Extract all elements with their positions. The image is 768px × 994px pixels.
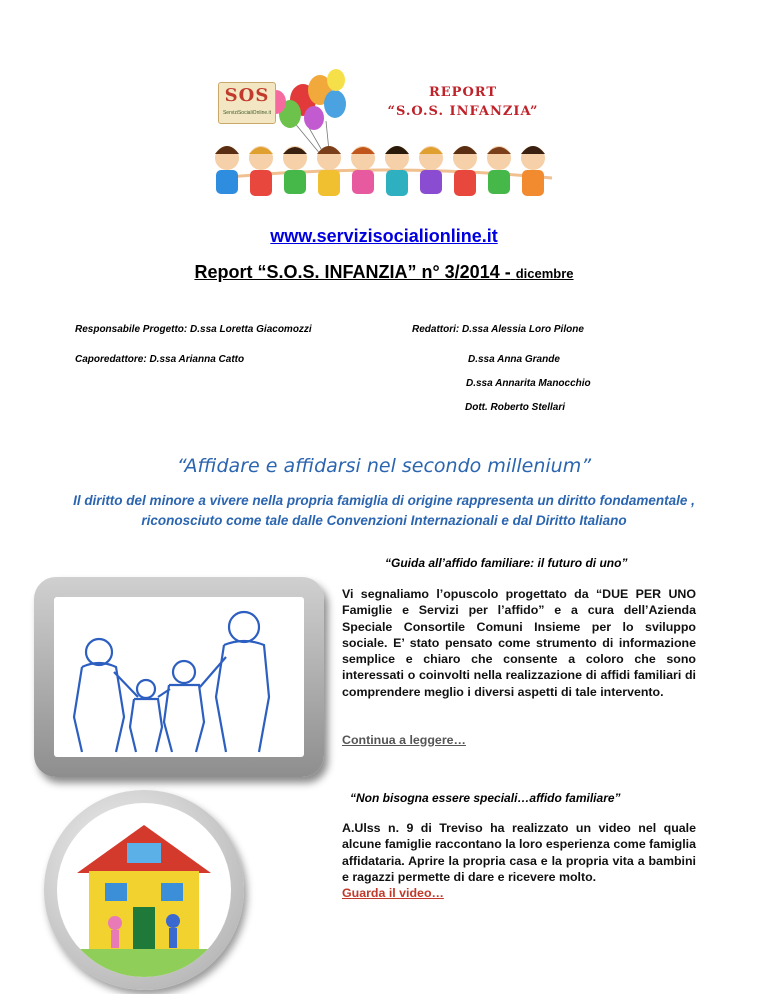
house-illustration [57,803,231,977]
section-2-body: A.Ulss n. 9 di Treviso ha realizzato un video nel quale alcune famiglie raccontano la loro esperienza come famiglia affidataria. Aprire la propria casa e la propria vita a bambini e ragazzi permette di dare e ricevere molto. [342,821,696,884]
logo-text: SOS [224,85,270,106]
editor-4: Dott. Roberto Stellari [465,402,566,413]
section-1-title: “Guida all’affido familiare: il futuro di uno” [385,556,628,570]
family-image-frame [34,577,324,777]
subtitle: Il diritto del minore a vivere nella propria famiglia di origine rappresenta un diritto fondamentale , riconosciuto come tale dalle Convenzioni Internazionali e dal Diritto Italiano [73,493,695,528]
report-issue: Report “S.O.S. INFANZIA” n° 3/2014 - [194,262,511,282]
report-word: REPORT [428,85,498,100]
family-silhouette-image [54,597,304,757]
editor-3: D.ssa Annarita Manocchio [466,378,591,389]
section-2-title: “Non bisogna essere speciali…affido familiare” [350,791,621,805]
editor-1: Redattori: D.ssa Alessia Loro Pilone [412,324,584,335]
section-1-body: Vi segnaliamo l’opuscolo progettato da “DUE PER UNO Famiglie e Servizi per l’affido” e a cura dell’Azienda Speciale Consortile Comuni Insieme per lo sviluppo sociale. E’ stato pensato come strumento di informazione semplice e chiaro che consente a coloro che sono interessati o coinvolti nella realizzazione di affidi familiari di comprendere meglio i diversi aspetti di tale intervento. [342,587,696,699]
report-month: dicembre [515,266,574,281]
main-title: “Affidare e affidarsi nel secondo millenium” [176,455,592,477]
sos-logo [218,82,276,124]
continue-reading-link[interactable]: Continua a leggere… [342,733,466,747]
website-link[interactable]: www.servizisocialionline.it [270,226,498,246]
report-issue-line [0,262,768,283]
project-manager: Responsabile Progetto: D.ssa Loretta Giacomozzi [75,324,312,335]
house-image-frame [44,790,244,990]
logo-subtext: ServiziSocialiOnline.it [222,110,272,116]
editor-2: D.ssa Anna Grande [468,354,560,365]
watch-video-link[interactable]: Guarda il video… [342,886,444,900]
chief-editor: Caporedattore: D.ssa Arianna Catto [75,354,245,365]
report-name: “S.O.S. INFANZIA” [387,104,539,119]
report-header-title [368,84,558,122]
